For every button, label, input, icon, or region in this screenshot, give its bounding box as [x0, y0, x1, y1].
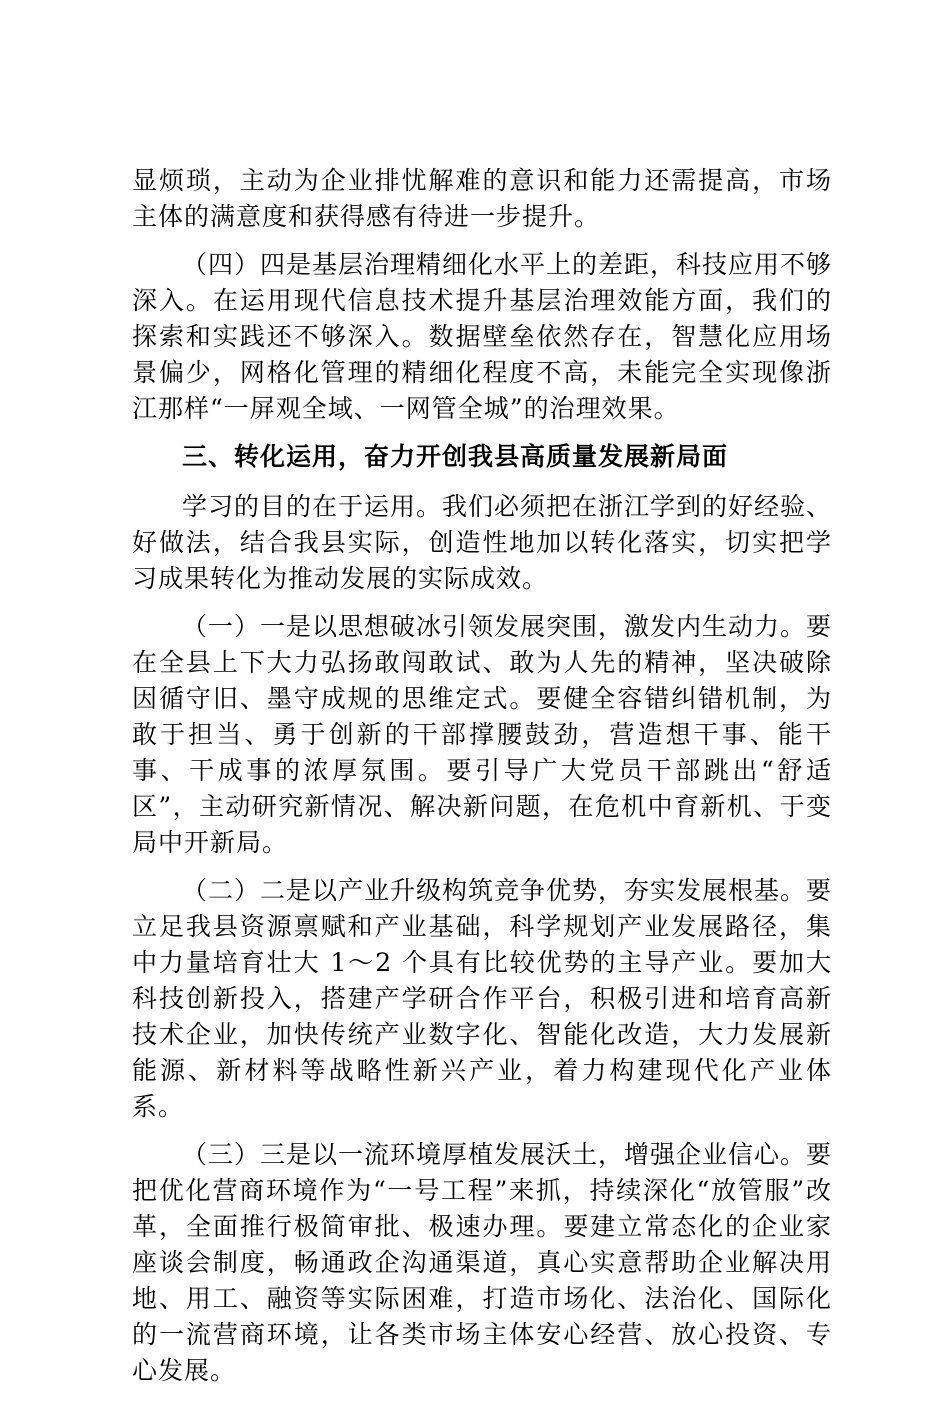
paragraph-item-one: （一）一是以思想破冰引领发展突围，激发内生动力。要在全县上下大力弘扬敢闯敢试、敢为人先的精神，坚决破除因循守旧、墨守成规的思维定式。要健全容错纠错机制，为敢于担当、勇于创新的干部撑腰鼓劲，营造想干事、能干事、干成事的浓厚氛围。要引导广大党员干部跳出“舒适区”，主动研究新情况、解决新问题，在危机中育新机、于变局中开新局。	[132, 612, 833, 857]
paragraph-continued: 显烦琐，主动为企业排忧解难的意识和能力还需提高，市场主体的满意度和获得感有待进一步提升。	[132, 166, 832, 231]
section-heading-three: 三、转化运用，奋力开创我县高质量发展新局面	[182, 442, 729, 471]
paragraph-section-four: （四）四是基层治理精细化水平上的差距，科技应用不够深入。在运用现代信息技术提升基层治理效能方面，我们的探索和实践还不够深入。数据壁垒依然存在，智慧化应用场景偏少，网格化管理的精细化程度不高，未能完全实现像浙江那样“一屏观全域、一网管全城”的治理效果。	[132, 250, 833, 423]
paragraph-item-three: （三）三是以一流环境厚植发展沃土，增强企业信心。要把优化营商环境作为“一号工程”来抓，持续深化“放管服”改革，全面推行极简审批、极速办理。要建立常态化的企业家座谈会制度，畅通政企沟通渠道，真心实意帮助企业解决用地、用工、融资等实际困难，打造市场化、法治化、国际化的一流营商环境，让各类市场主体安心经营、放心投资、专心发展。	[132, 1140, 833, 1385]
document-page	[132, 163, 832, 1401]
paragraph-intro: 学习的目的在于运用。我们必须把在浙江学到的好经验、好做法，结合我县实际，创造性地加以转化落实，切实把学习成果转化为推动发展的实际成效。	[132, 492, 833, 593]
paragraph-item-two: （二）二是以产业升级构筑竞争优势，夯实发展根基。要立足我县资源禀赋和产业基础，科学规划产业发展路径，集中力量培育壮大 1～2 个具有比较优势的主导产业。要加大科技创新投入，搭建产学研合作平台，积极引进和培育高新技术企业，加快传统产业数字化、智能化改造，大力发展新能源、新材料等战略性新兴产业，着力构建现代化产业体系。	[132, 876, 833, 1121]
